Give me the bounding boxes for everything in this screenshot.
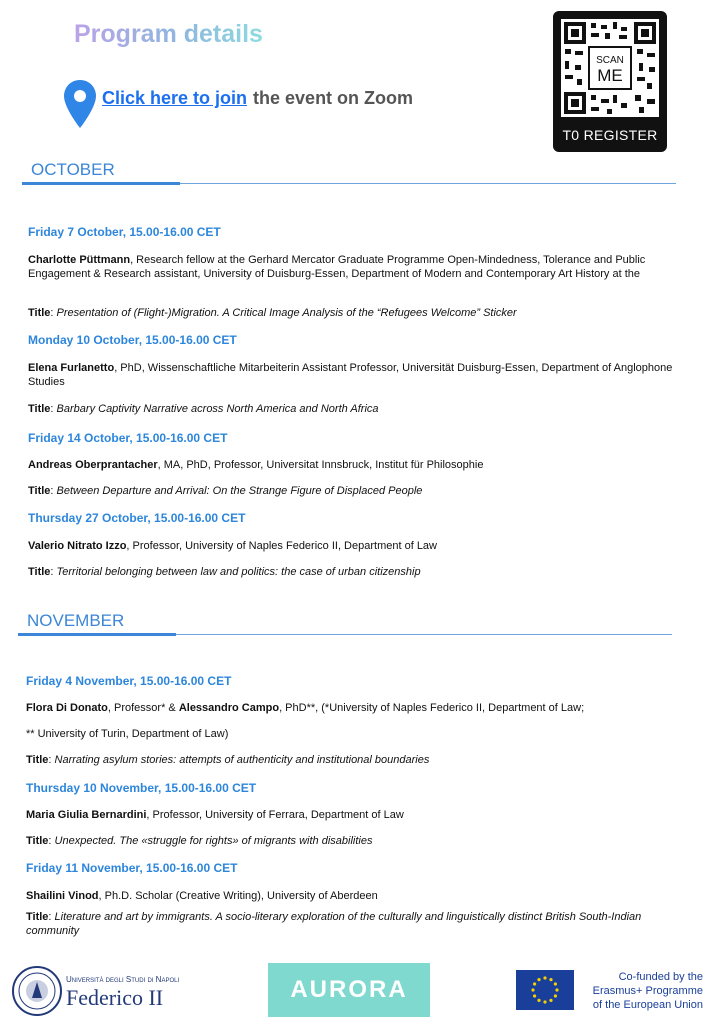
title-label: Title bbox=[28, 307, 51, 319]
university-seal-logo bbox=[12, 966, 62, 1016]
speaker-affiliation: , PhD**, (*University of Naples Federico II, Department of Law; bbox=[279, 702, 585, 714]
speaker-name: Flora Di Donato bbox=[26, 702, 108, 714]
qr-code-register[interactable] bbox=[553, 11, 667, 152]
event-date: Monday 10 October, 15.00-16.00 CET bbox=[28, 333, 237, 347]
event-speaker-line bbox=[26, 808, 692, 822]
eu-cofunded-text bbox=[585, 970, 703, 1012]
zoom-join-link[interactable]: Click here to join bbox=[102, 88, 248, 108]
month-heading-october: OCTOBER bbox=[31, 160, 115, 179]
event-title: Literature and art by immigrants. A socio-literary exploration of the culturally and linguistically distinct British South-Indian community bbox=[26, 911, 642, 937]
speaker-affiliation: , Ph.D. Scholar (Creative Writing), University of Aberdeen bbox=[98, 890, 378, 902]
event-title: Barbary Captivity Narrative across North America and North Africa bbox=[56, 403, 379, 415]
speaker-name-2: Alessandro Campo bbox=[178, 702, 280, 714]
page-title: Program details bbox=[74, 20, 263, 48]
event-speaker-line bbox=[28, 539, 688, 553]
event-speaker-line bbox=[28, 253, 688, 281]
title-label: Title bbox=[28, 403, 51, 415]
speaker-name: Maria Giulia Bernardini bbox=[26, 809, 147, 821]
event-title-line: Title: Presentation of (Flight-)Migration. A Critical Image Analysis of the “Refugees Welcome” Sticker bbox=[28, 307, 517, 319]
title-label: Title bbox=[28, 485, 51, 497]
month-heading-november: NOVEMBER bbox=[27, 611, 125, 630]
event-title-line: Title: Unexpected. The «struggle for rights» of migrants with disabilities bbox=[26, 835, 373, 847]
location-pin-icon bbox=[62, 78, 98, 130]
section-divider-accent bbox=[22, 182, 180, 185]
event-date: Friday 14 October, 15.00-16.00 CET bbox=[28, 431, 228, 445]
title-label: Title bbox=[26, 911, 49, 923]
section-divider-accent bbox=[18, 633, 176, 636]
event-title: Presentation of (Flight-)Migration. A Critical Image Analysis of the “Refugees Welcome” Sticker bbox=[56, 307, 517, 319]
eu-line-2: Erasmus+ Programme bbox=[592, 985, 703, 997]
speaker-affiliation: , Research fellow at the Gerhard Mercator Graduate Programme Open-Mindedness, Tolerance and Public Engagement & Research assistant, University of Duisburg-Essen, Department of Modern and Contemporary Art History at the bbox=[28, 254, 646, 280]
university-name-small: Università degli Studi di Napoli bbox=[66, 975, 180, 984]
eu-flag-icon bbox=[516, 970, 574, 1010]
event-title-line: Title: Territorial belonging between law and politics: the case of urban citizenship bbox=[28, 566, 421, 578]
speaker-affiliation: , Professor, University of Ferrara, Department of Law bbox=[146, 809, 404, 821]
event-date: Thursday 27 October, 15.00-16.00 CET bbox=[28, 511, 246, 525]
event-title-line: Title: Literature and art by immigrants. A socio-literary exploration of the culturally and linguistically distinct British South-Indian community bbox=[26, 911, 642, 937]
event-title: Territorial belonging between law and politics: the case of urban citizenship bbox=[56, 566, 421, 578]
university-name: Federico II bbox=[66, 985, 164, 1010]
aurora-logo: AURORA bbox=[268, 963, 430, 1017]
event-speaker-line bbox=[26, 701, 692, 715]
qr-code-icon bbox=[561, 19, 659, 117]
speaker-name: Charlotte Püttmann bbox=[28, 254, 131, 266]
speaker-affiliation: , MA, PhD, Professor, Universitat Innsbruck, Institut für Philosophie bbox=[157, 459, 484, 471]
event-speaker-line bbox=[28, 458, 688, 472]
title-label: Title bbox=[28, 566, 51, 578]
speaker-name: Andreas Oberprantacher bbox=[28, 459, 158, 471]
eu-line-1: Co-funded by the bbox=[618, 971, 703, 983]
speaker-connector: , Professor* & bbox=[107, 702, 179, 714]
title-label: Title bbox=[26, 835, 49, 847]
speaker-name: Shailini Vinod bbox=[26, 890, 99, 902]
qr-register-label: T0 REGISTER bbox=[562, 127, 658, 143]
event-date: Thursday 10 November, 15.00-16.00 CET bbox=[26, 781, 257, 795]
event-title-line: Title: Narrating asylum stories: attempts of authenticity and institutional boundaries bbox=[26, 754, 430, 766]
speaker-affiliation-2: ** University of Turin, Department of Law) bbox=[26, 728, 229, 740]
event-title: Between Departure and Arrival: On the Strange Figure of Displaced People bbox=[56, 485, 423, 497]
event-date: Friday 7 October, 15.00-16.00 CET bbox=[28, 225, 221, 239]
speaker-affiliation: , PhD, Wissenschaftliche Mitarbeiterin Assistant Professor, Universität Duisburg-Essen, Department of Anglophone Studies bbox=[28, 362, 673, 388]
speaker-name: Elena Furlanetto bbox=[28, 362, 115, 374]
event-title: Unexpected. The «struggle for rights» of migrants with disabilities bbox=[54, 835, 373, 847]
event-date: Friday 11 November, 15.00-16.00 CET bbox=[26, 861, 238, 875]
event-speaker-line bbox=[26, 889, 692, 903]
event-date: Friday 4 November, 15.00-16.00 CET bbox=[26, 674, 232, 688]
speaker-name: Valerio Nitrato Izzo bbox=[28, 540, 127, 552]
event-title-line: Title: Between Departure and Arrival: On the Strange Figure of Displaced People bbox=[28, 485, 423, 497]
event-title-line: Title: Barbary Captivity Narrative across North America and North Africa bbox=[28, 403, 379, 415]
qr-me-label: ME bbox=[597, 66, 623, 85]
event-speaker-line bbox=[28, 361, 694, 389]
zoom-join-text: the event on Zoom bbox=[253, 88, 414, 108]
event-title: Narrating asylum stories: attempts of authenticity and institutional boundaries bbox=[54, 754, 430, 766]
title-label: Title bbox=[26, 754, 49, 766]
speaker-affiliation: , Professor, University of Naples Federico II, Department of Law bbox=[126, 540, 437, 552]
qr-scan-label: SCAN bbox=[596, 55, 624, 66]
eu-line-3: of the European Union bbox=[592, 999, 703, 1011]
zoom-join-line bbox=[102, 88, 413, 109]
